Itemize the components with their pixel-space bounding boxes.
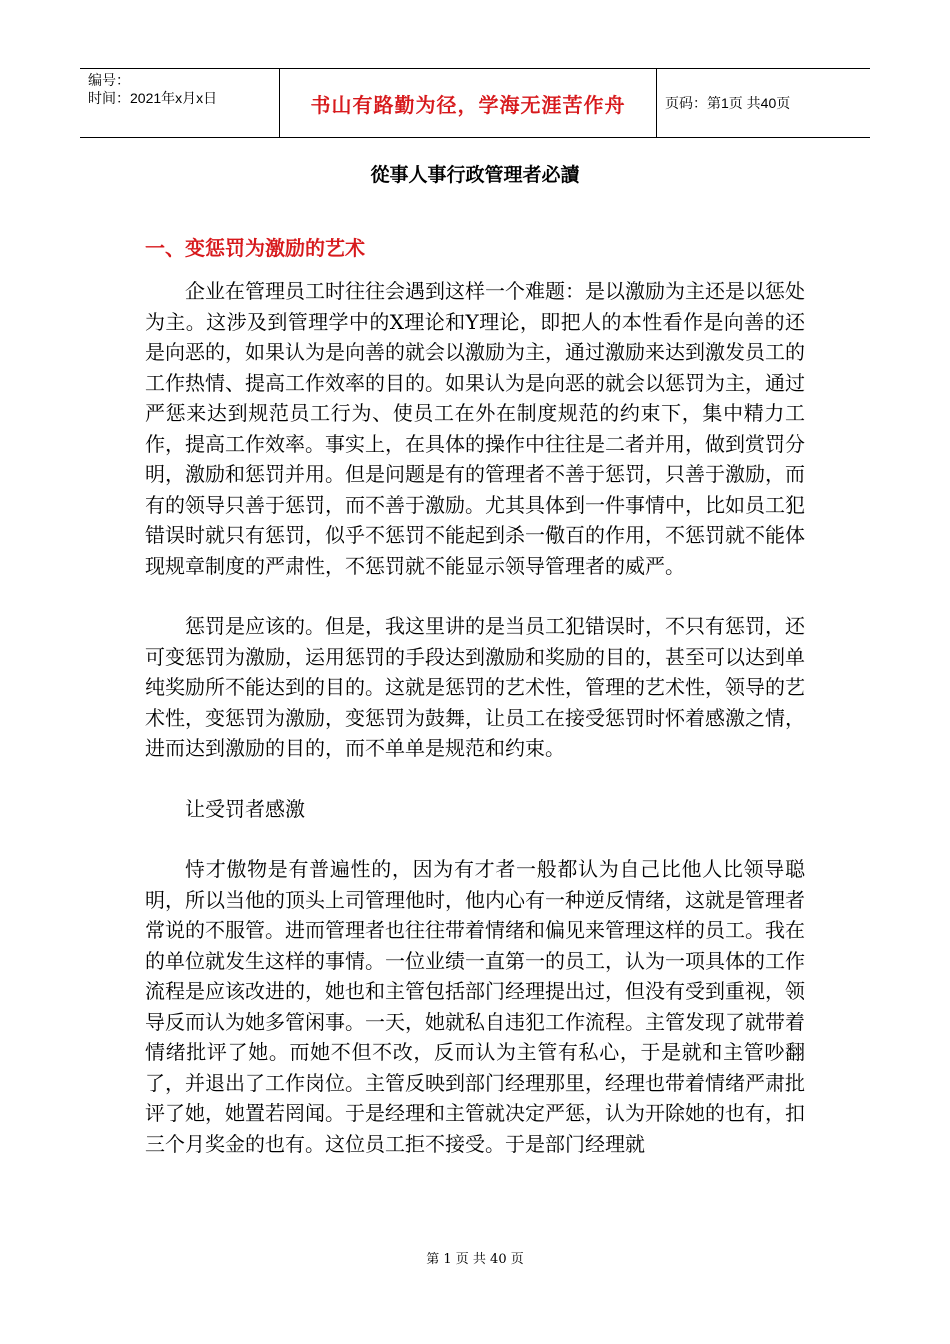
document-body xyxy=(145,232,805,1159)
body-paragraph: 企业在管理员工时往往会遇到这样一个难题：是以激励为主还是以惩处为主。这涉及到管理学中的X理论和Y理论，即把人的本性看作是向善的还是向恶的，如果认为是向善的就会以激励为主，通过激励来达到激发员工的工作热情、提高工作效率的目的。如果认为是向恶的就会以惩罚为主，通过严惩来达到规范员工行为、使员工在外在制度规范的约束下，集中精力工作，提高工作效率。事实上，在具体的操作中往往是二者并用，做到赏罚分明，激励和惩罚并用。但是问题是有的管理者不善于惩罚，只善于激励，而有的领导只善于惩罚，而不善于激励。尤其具体到一件事情中，比如员工犯错误时就只有惩罚，似乎不惩罚不能起到杀一儆百的作用，不惩罚就不能体现规章制度的严肃性，不惩罚就不能显示领导管理者的威严。 xyxy=(145,279,805,578)
document-title: 從事人事行政管理者必讀 xyxy=(370,164,580,186)
header-meta-cell xyxy=(80,69,280,137)
header-page-info: 页码：第1页 共40页 xyxy=(665,95,791,111)
document-number-label: 编号： xyxy=(88,72,130,88)
body-paragraph: 恃才傲物是有普遍性的，因为有才者一般都认为自己比他人比领导聪明，所以当他的顶头上司管理他时，他内心有一种逆反情绪，这就是管理者常说的不服管。进而管理者也往往带着情绪和偏见来管理这样的员工。我在的单位就发生这样的事情。一位业绩一直第一的员工，认为一项具体的工作流程是应该改进的，她也和主管包括部门经理提出过，但没有受到重视，领导反而认为她多管闲事。一天，她就私自违犯工作流程。主管发现了就带着情绪批评了她。而她不但不改，反而认为主管有私心，于是就和主管吵翻了，并退出了工作岗位。主管反映到部门经理那里，经理也带着情绪严肃批评了她，她置若罔闻。于是经理和主管就决定严惩，认为开除她的也有，扣三个月奖金的也有。这位员工拒不接受。于是部门经理就 xyxy=(145,857,805,1156)
page-footer: 第 1 页 共 40 页 xyxy=(426,1252,524,1267)
document-time-label: 时间：2021年x月x日 xyxy=(88,90,218,106)
subheading-paragraph: 让受罚者感激 xyxy=(185,796,305,821)
body-paragraph: 惩罚是应该的。但是，我这里讲的是当员工犯错误时，不只有惩罚，还可变惩罚为激励，运用惩罚的手段达到激励和奖励的目的，甚至可以达到单纯奖励所不能达到的目的。这就是惩罚的艺术性，管理的艺术性，领导的艺术性，变惩罚为激励，变惩罚为鼓舞，让员工在接受惩罚时怀着感激之情，进而达到激励的目的，而不单单是规范和约束。 xyxy=(145,614,805,760)
header-motto: 书山有路勤为径，学海无涯苦作舟 xyxy=(280,69,657,137)
page-header xyxy=(80,68,870,138)
section-heading: 一、变惩罚为激励的艺术 xyxy=(145,236,365,260)
